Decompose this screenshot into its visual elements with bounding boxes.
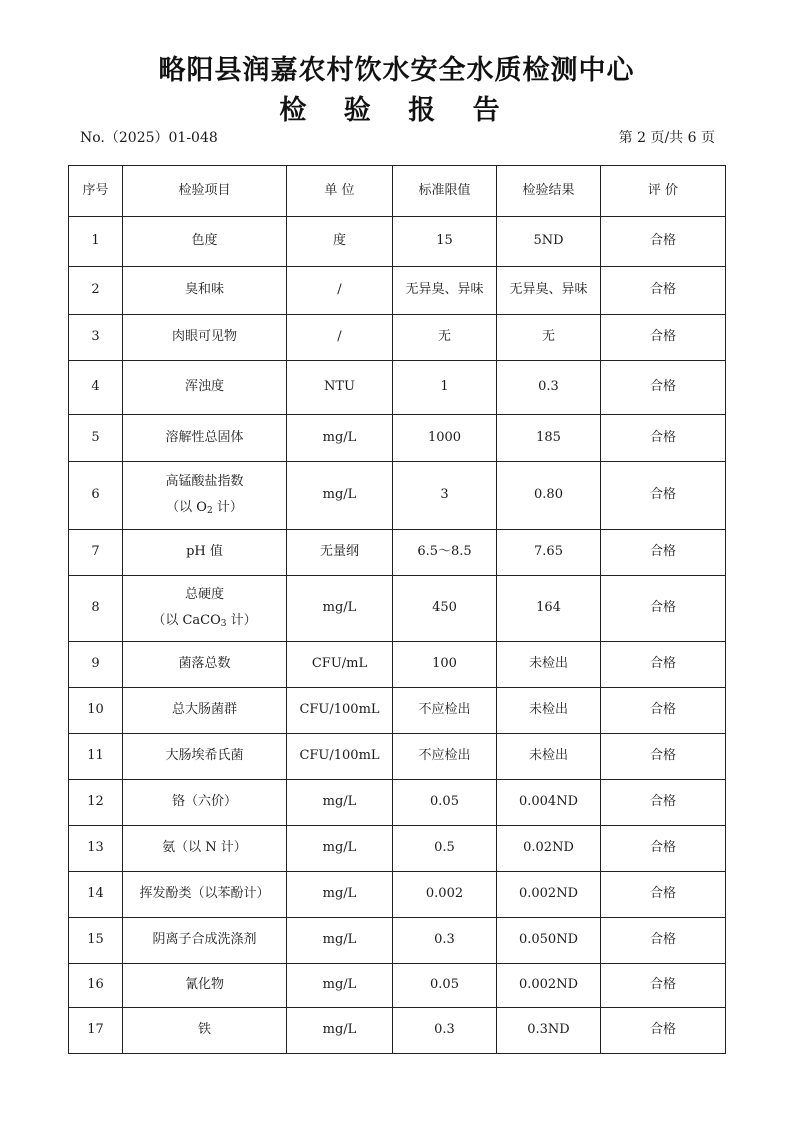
row-number: 4	[69, 361, 123, 415]
row-item: pH 值	[123, 530, 287, 576]
row-number: 2	[69, 267, 123, 315]
row-item	[123, 462, 287, 530]
row-result: 164	[497, 576, 601, 642]
row-item: 阴离子合成洗涤剂	[123, 918, 287, 964]
table-row	[69, 642, 726, 688]
table-row	[69, 918, 726, 964]
row-unit: CFU/100mL	[287, 688, 393, 734]
page-indicator: 第 2 页/共 6 页	[618, 130, 715, 146]
row-number: 16	[69, 964, 123, 1008]
report-title: 检 验 报 告	[279, 95, 514, 126]
row-unit: mg/L	[287, 918, 393, 964]
row-item: 溶解性总固体	[123, 415, 287, 462]
table-row	[69, 1008, 726, 1054]
table-header-row	[69, 166, 726, 217]
row-evaluation: 合格	[601, 462, 726, 530]
row-item-note-subscript: 3	[220, 619, 227, 629]
row-unit: CFU/100mL	[287, 734, 393, 780]
row-result: 185	[497, 415, 601, 462]
row-unit: mg/L	[287, 826, 393, 872]
row-evaluation: 合格	[601, 1008, 726, 1054]
table-row	[69, 415, 726, 462]
row-item: 总大肠菌群	[123, 688, 287, 734]
row-number: 1	[69, 217, 123, 267]
row-number: 5	[69, 415, 123, 462]
row-limit: 6.5～8.5	[393, 530, 497, 576]
column-header-result: 检验结果	[497, 166, 601, 217]
row-unit: mg/L	[287, 415, 393, 462]
row-number: 7	[69, 530, 123, 576]
row-evaluation: 合格	[601, 361, 726, 415]
row-item-note-suffix: 计）	[212, 500, 243, 515]
row-result: 无异臭、异味	[497, 267, 601, 315]
row-unit: /	[287, 267, 393, 315]
row-unit: mg/L	[287, 462, 393, 530]
column-header-item: 检验项目	[123, 166, 287, 217]
row-evaluation: 合格	[601, 734, 726, 780]
row-unit: mg/L	[287, 872, 393, 918]
row-result: 5ND	[497, 217, 601, 267]
row-result: 未检出	[497, 642, 601, 688]
report-number: No.（2025）01-048	[80, 130, 218, 146]
row-number: 13	[69, 826, 123, 872]
row-evaluation: 合格	[601, 530, 726, 576]
row-item: 大肠埃希氏菌	[123, 734, 287, 780]
row-evaluation: 合格	[601, 826, 726, 872]
row-item: 菌落总数	[123, 642, 287, 688]
table-row	[69, 964, 726, 1008]
row-item: 肉眼可见物	[123, 315, 287, 361]
row-item-note	[125, 500, 284, 517]
row-limit: 无	[393, 315, 497, 361]
row-item-note-subscript: 2	[206, 506, 213, 516]
row-limit: 0.3	[393, 918, 497, 964]
results-table	[68, 165, 726, 1054]
row-result: 0.050ND	[497, 918, 601, 964]
row-number: 11	[69, 734, 123, 780]
table-row	[69, 576, 726, 642]
row-evaluation: 合格	[601, 688, 726, 734]
row-item-note-prefix: （以 O	[166, 500, 207, 515]
row-item: 挥发酚类（以苯酚计）	[123, 872, 287, 918]
row-result: 0.3ND	[497, 1008, 601, 1054]
row-limit: 1	[393, 361, 497, 415]
row-number: 14	[69, 872, 123, 918]
row-result: 无	[497, 315, 601, 361]
row-unit: /	[287, 315, 393, 361]
row-item-note	[125, 613, 284, 630]
row-number: 8	[69, 576, 123, 642]
row-limit: 450	[393, 576, 497, 642]
table-row	[69, 872, 726, 918]
row-limit: 0.05	[393, 780, 497, 826]
row-limit: 不应检出	[393, 734, 497, 780]
row-limit: 0.3	[393, 1008, 497, 1054]
row-result: 0.004ND	[497, 780, 601, 826]
column-header-limit: 标准限值	[393, 166, 497, 217]
table-row	[69, 688, 726, 734]
row-evaluation: 合格	[601, 267, 726, 315]
table-row	[69, 826, 726, 872]
row-result: 0.002ND	[497, 964, 601, 1008]
row-unit: mg/L	[287, 576, 393, 642]
report-org-title: 略阳县润嘉农村饮水安全水质检测中心	[158, 55, 635, 86]
row-number: 6	[69, 462, 123, 530]
row-result: 0.3	[497, 361, 601, 415]
table-row	[69, 217, 726, 267]
row-evaluation: 合格	[601, 415, 726, 462]
row-result: 未检出	[497, 734, 601, 780]
table-row	[69, 267, 726, 315]
row-unit: mg/L	[287, 780, 393, 826]
row-number: 3	[69, 315, 123, 361]
row-evaluation: 合格	[601, 964, 726, 1008]
row-evaluation: 合格	[601, 576, 726, 642]
row-evaluation: 合格	[601, 642, 726, 688]
column-header-evaluation: 评 价	[601, 166, 726, 217]
row-unit: NTU	[287, 361, 393, 415]
table-row	[69, 780, 726, 826]
row-unit: mg/L	[287, 964, 393, 1008]
row-item: 铁	[123, 1008, 287, 1054]
row-result: 7.65	[497, 530, 601, 576]
column-header-no: 序号	[69, 166, 123, 217]
row-item: 氨（以 N 计）	[123, 826, 287, 872]
row-item: 氰化物	[123, 964, 287, 1008]
row-evaluation: 合格	[601, 780, 726, 826]
row-item: 臭和味	[123, 267, 287, 315]
row-item-note-suffix: 计）	[226, 613, 257, 628]
row-limit: 不应检出	[393, 688, 497, 734]
row-item-name: 高锰酸盐指数	[165, 473, 244, 489]
row-item-name: 总硬度	[184, 586, 224, 602]
table-row	[69, 462, 726, 530]
row-number: 15	[69, 918, 123, 964]
row-unit: 度	[287, 217, 393, 267]
row-limit: 100	[393, 642, 497, 688]
row-number: 12	[69, 780, 123, 826]
table-row	[69, 315, 726, 361]
table-row	[69, 530, 726, 576]
row-limit: 15	[393, 217, 497, 267]
row-limit: 无异臭、异味	[393, 267, 497, 315]
row-result: 未检出	[497, 688, 601, 734]
row-evaluation: 合格	[601, 872, 726, 918]
row-evaluation: 合格	[601, 918, 726, 964]
row-unit: 无量纲	[287, 530, 393, 576]
row-evaluation: 合格	[601, 315, 726, 361]
row-number: 9	[69, 642, 123, 688]
row-number: 10	[69, 688, 123, 734]
row-item	[123, 576, 287, 642]
row-result: 0.80	[497, 462, 601, 530]
row-item: 浑浊度	[123, 361, 287, 415]
column-header-unit: 单 位	[287, 166, 393, 217]
row-evaluation: 合格	[601, 217, 726, 267]
table-row	[69, 361, 726, 415]
row-item: 铬（六价）	[123, 780, 287, 826]
row-item-note-prefix: （以 CaCO	[152, 613, 221, 628]
row-limit: 1000	[393, 415, 497, 462]
row-unit: mg/L	[287, 1008, 393, 1054]
row-item: 色度	[123, 217, 287, 267]
row-result: 0.02ND	[497, 826, 601, 872]
row-limit: 3	[393, 462, 497, 530]
row-limit: 0.05	[393, 964, 497, 1008]
row-number: 17	[69, 1008, 123, 1054]
row-limit: 0.5	[393, 826, 497, 872]
row-result: 0.002ND	[497, 872, 601, 918]
row-limit: 0.002	[393, 872, 497, 918]
table-row	[69, 734, 726, 780]
row-unit: CFU/mL	[287, 642, 393, 688]
